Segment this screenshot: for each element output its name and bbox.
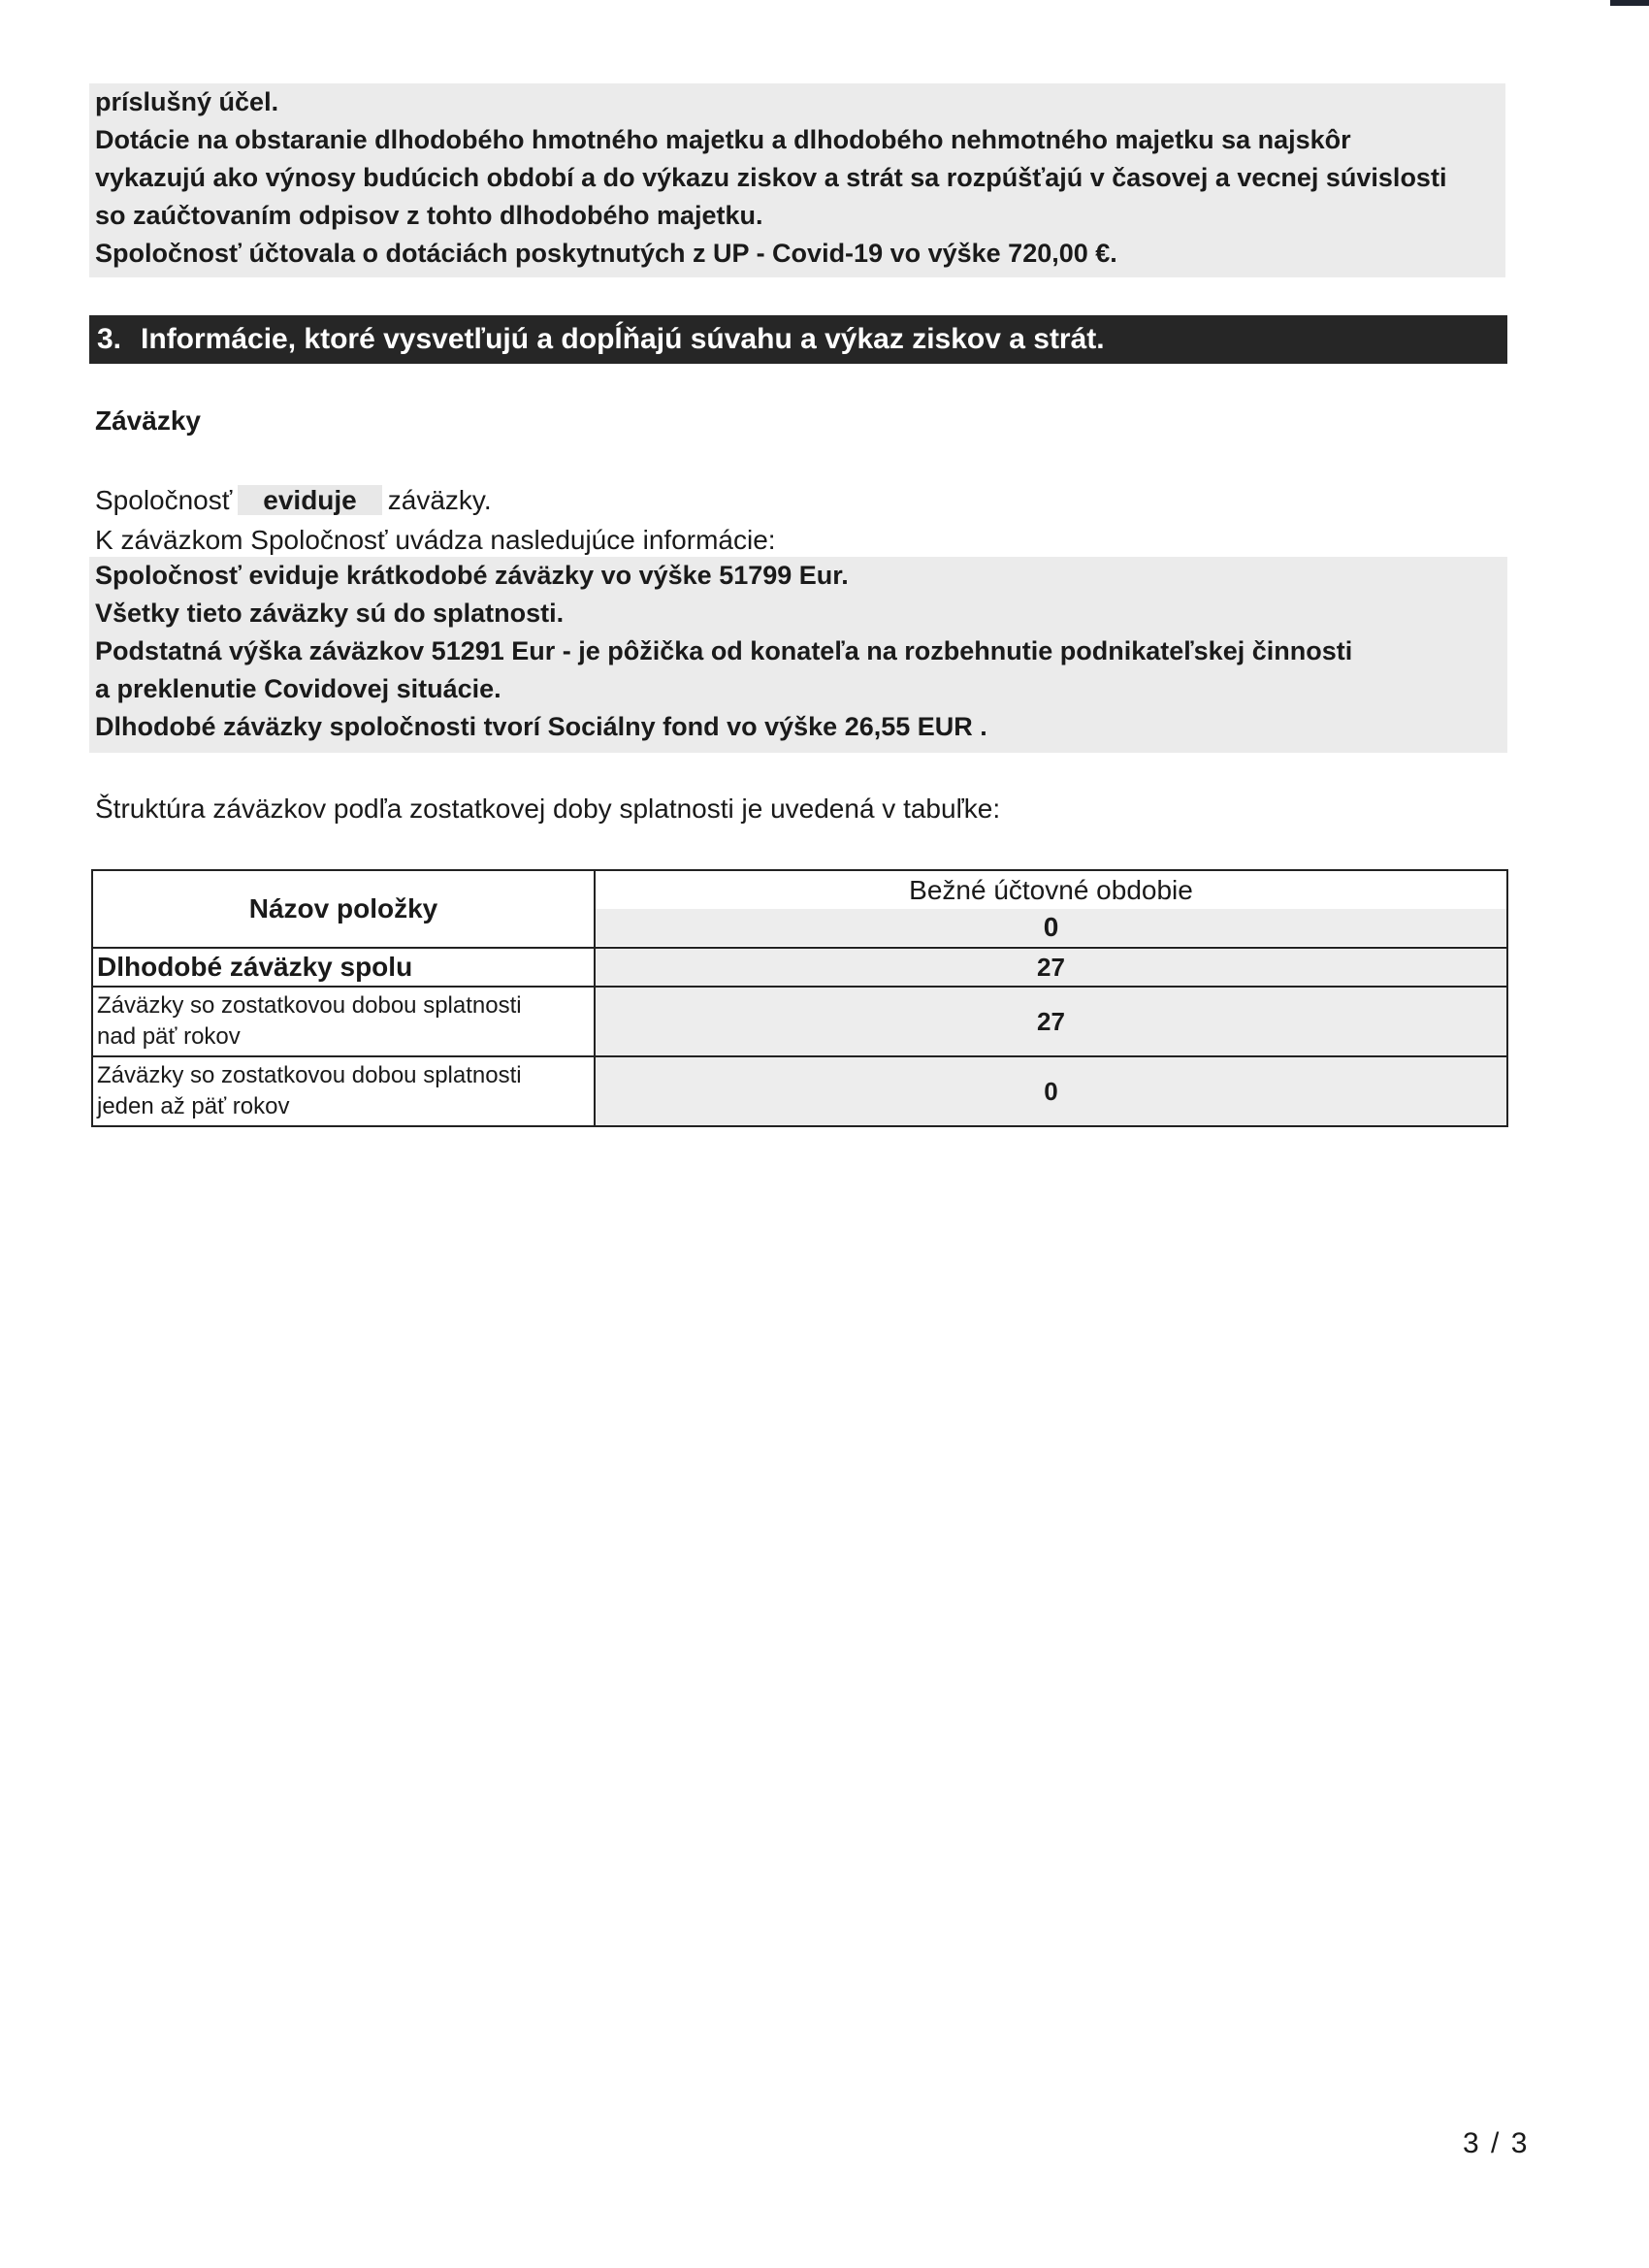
company-line bbox=[95, 485, 492, 516]
row-label-line: Záväzky so zostatkovou dobou splatnosti bbox=[97, 992, 522, 1019]
period-label: Bežné účtovné obdobie bbox=[909, 875, 1193, 905]
column-header-period bbox=[595, 870, 1507, 948]
row-label: Dlhodobé záväzky spolu bbox=[92, 948, 595, 987]
subheading-liabilities: Záväzky bbox=[95, 405, 201, 436]
info-intro: K záväzkom Spoločnosť uvádza nasledujúce informácie: bbox=[95, 525, 776, 555]
info-line: Podstatná výška záväzkov 51291 Eur - je pôžička od konateľa na rozbehnutie podnikateľskej činnosti bbox=[95, 636, 1353, 665]
company-line-choice: eviduje bbox=[238, 485, 381, 515]
liabilities-info-block bbox=[89, 557, 1507, 753]
period-sub: 0 bbox=[596, 909, 1506, 946]
company-line-prefix: Spoločnosť bbox=[95, 485, 233, 515]
row-label bbox=[92, 1056, 595, 1126]
paragraph-line: Dotácie na obstaranie dlhodobého hmotného majetku a dlhodobého nehmotného majetku sa najskôr bbox=[95, 125, 1351, 154]
section-header bbox=[89, 315, 1507, 364]
row-label-line: jeden až päť rokov bbox=[97, 1093, 290, 1119]
table-row bbox=[92, 1056, 1507, 1126]
info-line: Dlhodobé záväzky spoločnosti tvorí Sociálny fond vo výške 26,55 EUR . bbox=[95, 712, 987, 741]
paragraph-line: vykazujú ako výnosy budúcich období a do výkazu ziskov a strát sa rozpúšťajú v časovej a vecnej súvislosti bbox=[95, 163, 1447, 192]
subsidy-text-block bbox=[89, 83, 1505, 277]
row-value: 27 bbox=[595, 948, 1507, 987]
info-line: Spoločnosť eviduje krátkodobé záväzky vo výške 51799 Eur. bbox=[95, 561, 849, 590]
section-number: 3. bbox=[97, 323, 122, 355]
paragraph-line: príslušný účel. bbox=[95, 87, 279, 116]
paragraph-line: Spoločnosť účtovala o dotáciách poskytnutých z UP - Covid-19 vo výške 720,00 €. bbox=[95, 239, 1117, 268]
section-title: Informácie, ktoré vysvetľujú a dopĺňajú súvahu a výkaz ziskov a strát. bbox=[141, 323, 1105, 355]
liabilities-table bbox=[91, 869, 1508, 1127]
row-value: 27 bbox=[595, 987, 1507, 1056]
info-line: a preklenutie Covidovej situácie. bbox=[95, 674, 501, 703]
row-label-line: nad päť rokov bbox=[97, 1023, 241, 1050]
page-number: 3 / 3 bbox=[1463, 2127, 1530, 2159]
table-row bbox=[92, 948, 1507, 987]
corner-mark bbox=[1610, 0, 1649, 6]
row-label-line: Záväzky so zostatkovou dobou splatnosti bbox=[97, 1062, 522, 1088]
row-label bbox=[92, 987, 595, 1056]
row-value: 0 bbox=[595, 1056, 1507, 1126]
company-line-suffix: záväzky. bbox=[387, 485, 492, 515]
table-intro: Štruktúra záväzkov podľa zostatkovej doby splatnosti je uvedená v tabuľke: bbox=[95, 794, 1001, 824]
table-row bbox=[92, 987, 1507, 1056]
column-header-item: Názov položky bbox=[92, 870, 595, 948]
info-line: Všetky tieto záväzky sú do splatnosti. bbox=[95, 599, 565, 628]
paragraph-line: so zaúčtovaním odpisov z tohto dlhodobého majetku. bbox=[95, 201, 763, 230]
table-header-row bbox=[92, 870, 1507, 948]
